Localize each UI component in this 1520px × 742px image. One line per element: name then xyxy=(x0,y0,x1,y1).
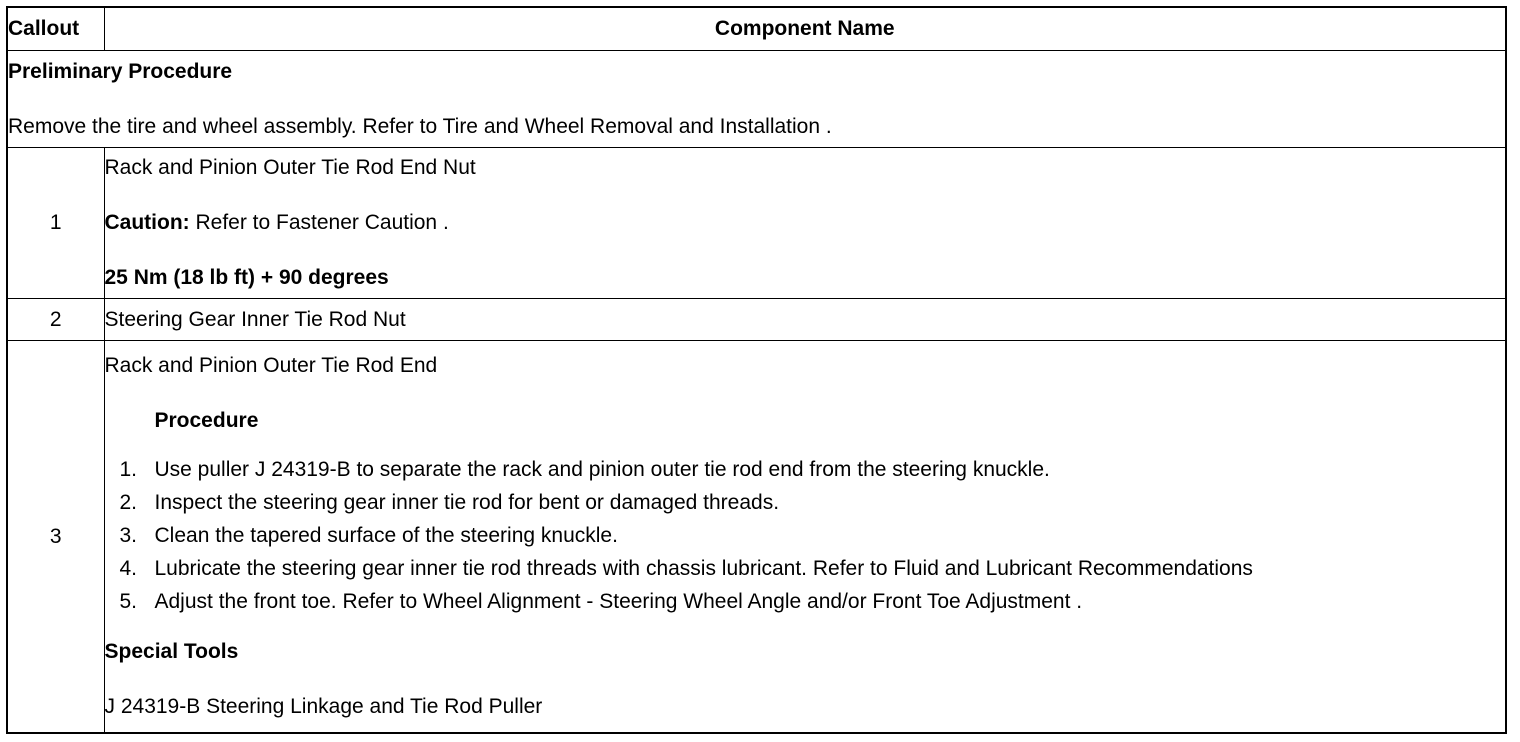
component-description xyxy=(104,148,1506,299)
preliminary-title: Preliminary Procedure xyxy=(8,59,233,83)
component-name: Steering Gear Inner Tie Rod Nut xyxy=(104,299,1506,341)
table-row xyxy=(7,148,1506,299)
callout-number: 1 xyxy=(7,148,104,299)
step-text: Lubricate the steering gear inner tie rod threads with chassis lubricant. Refer to Fluid and Lubricant Recommendations xyxy=(154,557,1253,580)
list-item xyxy=(105,486,1506,519)
component-name-header: Component Name xyxy=(104,7,1506,51)
caution-label: Caution: xyxy=(104,211,190,234)
step-number: 4. xyxy=(119,557,138,580)
list-item xyxy=(105,519,1506,552)
header-row xyxy=(7,7,1506,51)
step-text: Adjust the front toe. Refer to Wheel Alignment - Steering Wheel Angle and/or Front Toe Adjustment . xyxy=(154,590,1083,613)
torque-spec: 25 Nm (18 lb ft) + 90 degrees xyxy=(104,266,389,289)
procedure-title: Procedure xyxy=(154,409,259,432)
step-number: 3. xyxy=(119,524,138,547)
component-name: Rack and Pinion Outer Tie Rod End xyxy=(104,354,438,377)
special-tools-title: Special Tools xyxy=(104,640,239,663)
step-number: 1. xyxy=(119,458,138,481)
callout-number: 2 xyxy=(7,299,104,341)
procedure-steps xyxy=(105,453,1506,618)
preliminary-row xyxy=(7,51,1506,148)
preliminary-text: Remove the tire and wheel assembly. Refer to Tire and Wheel Removal and Installation . xyxy=(8,114,832,138)
list-item xyxy=(105,585,1506,618)
table-row xyxy=(7,299,1506,341)
step-text: Inspect the steering gear inner tie rod for bent or damaged threads. xyxy=(154,491,780,514)
special-tools-text: J 24319-B Steering Linkage and Tie Rod Puller xyxy=(104,695,543,718)
step-number: 5. xyxy=(119,590,138,613)
step-text: Use puller J 24319-B to separate the rack and pinion outer tie rod end from the steering knuckle. xyxy=(154,458,1050,481)
callout-number: 3 xyxy=(7,341,104,734)
component-name: Rack and Pinion Outer Tie Rod End Nut xyxy=(104,156,476,179)
list-item xyxy=(105,552,1506,585)
preliminary-cell xyxy=(7,51,1506,148)
list-item xyxy=(105,453,1506,486)
caution-text: Refer to Fastener Caution . xyxy=(189,211,449,234)
component-description xyxy=(104,341,1506,734)
callout-header: Callout xyxy=(7,7,104,51)
component-table xyxy=(6,6,1507,734)
caution-line xyxy=(105,211,1506,235)
table-row xyxy=(7,341,1506,734)
step-number: 2. xyxy=(119,491,138,514)
step-text: Clean the tapered surface of the steering knuckle. xyxy=(154,524,618,547)
